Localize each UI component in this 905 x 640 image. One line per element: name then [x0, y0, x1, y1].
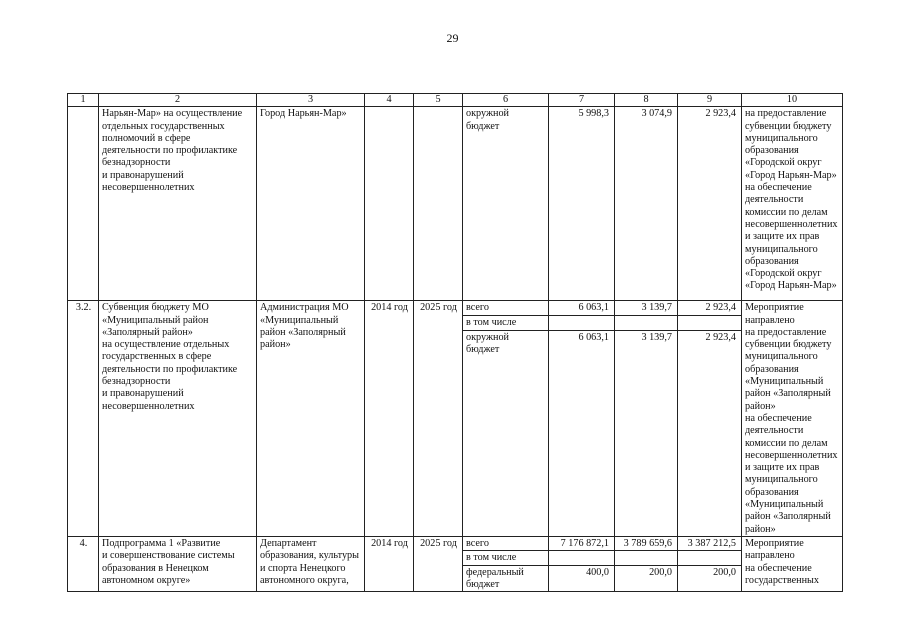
funding-source-cell: федеральный бюджет: [463, 565, 549, 592]
header-cell: 7: [549, 94, 615, 107]
budget-table: [67, 93, 843, 592]
description-cell: Мероприятие направлено на обеспечение государственных: [742, 536, 843, 591]
table-row: [68, 301, 843, 316]
row-number-cell: 3.2.: [68, 301, 99, 537]
amount-col9-cell: [678, 551, 742, 565]
header-cell: 10: [742, 94, 843, 107]
funding-source-cell: в том числе: [463, 551, 549, 565]
description-cell: Мероприятие направлено на предоставление субвенции бюджету муниципального образования «Муниципальный район «Заполярный район» на обеспечение деятельности комиссии по делам несовершеннолетних и защите их прав муниципального образования «Муниципальный район «Заполярный район»: [742, 301, 843, 537]
amount-col9-cell: 2 923,4: [678, 330, 742, 536]
header-cell: 3: [257, 94, 365, 107]
table-row: [68, 536, 843, 550]
amount-col8-cell: 200,0: [615, 565, 678, 592]
header-row: [68, 94, 843, 107]
amount-col8-cell: 3 074,9: [615, 107, 678, 301]
amount-col8-cell: 3 139,7: [615, 301, 678, 316]
amount-total-cell: 6 063,1: [549, 330, 615, 536]
amount-total-cell: 7 176 872,1: [549, 536, 615, 550]
start-year-cell: 2014 год: [365, 536, 414, 591]
row-number-cell: 4.: [68, 536, 99, 591]
header-cell: 6: [463, 94, 549, 107]
end-year-cell: 2025 год: [414, 301, 463, 537]
table-row: [68, 107, 843, 301]
amount-total-cell: 400,0: [549, 565, 615, 592]
amount-total-cell: 6 063,1: [549, 301, 615, 316]
amount-total-cell: 5 998,3: [549, 107, 615, 301]
header-cell: 5: [414, 94, 463, 107]
amount-col9-cell: 200,0: [678, 565, 742, 592]
funding-source-cell: всего: [463, 536, 549, 550]
funding-source-cell: всего: [463, 301, 549, 316]
funding-source-cell: окружной бюджет: [463, 107, 549, 301]
start-year-cell: 2014 год: [365, 301, 414, 537]
header-cell: 1: [68, 94, 99, 107]
funding-source-cell: окружной бюджет: [463, 330, 549, 536]
header-cell: 4: [365, 94, 414, 107]
description-cell: на предоставление субвенции бюджету муниципального образования «Городской округ «Город Нарьян-Мар» на обеспечение деятельности комиссии по делам несовершеннолетних и защите их прав муниципального образования «Городской округ «Город Нарьян-Мар»: [742, 107, 843, 301]
executor-cell: Город Нарьян-Мар»: [257, 107, 365, 301]
amount-col9-cell: [678, 316, 742, 331]
measure-name-cell: Подпрограмма 1 «Развитие и совершенствование системы образования в Ненецком автономном округе»: [99, 536, 257, 591]
funding-source-cell: в том числе: [463, 316, 549, 331]
start-year-cell: [365, 107, 414, 301]
header-cell: 2: [99, 94, 257, 107]
amount-col9-cell: 2 923,4: [678, 301, 742, 316]
amount-col9-cell: 2 923,4: [678, 107, 742, 301]
amount-col8-cell: 3 789 659,6: [615, 536, 678, 550]
amount-total-cell: [549, 316, 615, 331]
amount-col9-cell: 3 387 212,5: [678, 536, 742, 550]
amount-col8-cell: [615, 316, 678, 331]
amount-col8-cell: [615, 551, 678, 565]
measure-name-cell: Субвенция бюджету МО «Муниципальный район «Заполярный район» на осуществление отдельных государственных в сфере деятельности по профилактике безнадзорности и правонарушений несовершеннолетних: [99, 301, 257, 537]
row-number-cell: [68, 107, 99, 301]
executor-cell: Администрация МО «Муниципальный район «Заполярный район»: [257, 301, 365, 537]
page-number: 29: [446, 31, 459, 45]
executor-cell: Департамент образования, культуры и спорта Ненецкого автономного округа,: [257, 536, 365, 591]
amount-total-cell: [549, 551, 615, 565]
end-year-cell: [414, 107, 463, 301]
header-cell: 9: [678, 94, 742, 107]
amount-col8-cell: 3 139,7: [615, 330, 678, 536]
end-year-cell: 2025 год: [414, 536, 463, 591]
header-cell: 8: [615, 94, 678, 107]
measure-name-cell: Нарьян-Мар» на осуществление отдельных государственных полномочий в сфере деятельности по профилактике безнадзорности и правонарушений несовершеннолетних: [99, 107, 257, 301]
